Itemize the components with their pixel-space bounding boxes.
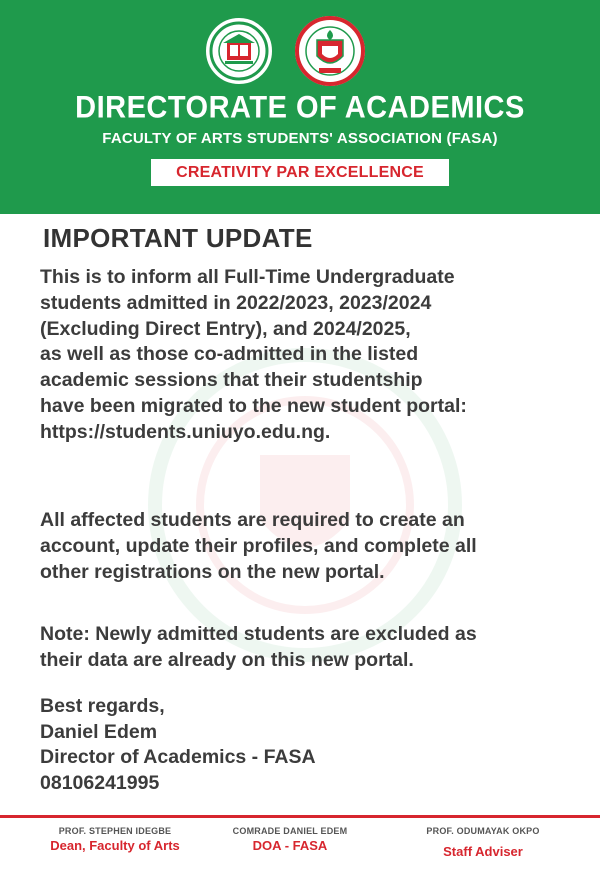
notice-paragraph-migration: [40, 265, 580, 446]
header-banner: [0, 0, 600, 214]
signatory-role: DOA - FASA: [252, 838, 328, 853]
university-crest-icon: [295, 16, 365, 86]
signatory-staff-adviser: [388, 826, 578, 859]
fasa-logo-icon: [206, 18, 272, 84]
paragraph-line: students admitted in 2022/2023, 2023/2024: [40, 291, 432, 314]
association-subtitle: FACULTY OF ARTS STUDENTS' ASSOCIATION (FASA): [102, 130, 498, 147]
paragraph-line: This is to inform all Full-Time Undergraduate: [40, 266, 455, 288]
paragraph-line: their data are already on this new portal.: [40, 648, 414, 671]
signoff-greeting: Best regards,: [40, 695, 165, 717]
motto-banner: CREATIVITY PAR EXCELLENCE: [151, 159, 449, 186]
signatory-role: Staff Adviser: [443, 844, 523, 859]
signoff-title: Director of Academics - FASA: [40, 746, 316, 768]
signatory-name: PROF. ODUMAYAK OKPO: [426, 826, 540, 836]
directorate-title: DIRECTORATE OF ACADEMICS: [75, 90, 525, 126]
signoff-phone: 08106241995: [40, 771, 160, 794]
signatory-name: PROF. STEPHEN IDEGBE: [58, 826, 172, 836]
portal-url: https://students.uniuyo.edu.ng.: [40, 420, 331, 443]
signatory-doa: [195, 826, 385, 853]
notice-paragraph-requirements: [40, 508, 580, 585]
paragraph-line: as well as those co-admitted in the listed: [40, 343, 419, 366]
notice-heading: IMPORTANT UPDATE: [43, 223, 313, 253]
paragraph-line: Note: Newly admitted students are excluded as: [40, 623, 477, 645]
signatory-dean: [20, 826, 210, 853]
footer-divider: [0, 815, 600, 818]
paragraph-line: account, update their profiles, and complete all: [40, 534, 477, 557]
signatory-role: Dean, Faculty of Arts: [50, 838, 180, 853]
signatory-name: COMRADE DANIEL EDEM: [232, 826, 348, 836]
paragraph-line: (Excluding Direct Entry), and 2024/2025,: [40, 317, 411, 340]
signoff-block: [40, 694, 316, 796]
paragraph-line: have been migrated to the new student portal:: [40, 394, 467, 417]
signoff-name: Daniel Edem: [40, 720, 158, 743]
paragraph-line: academic sessions that their studentship: [40, 369, 423, 392]
notice-paragraph-note: [40, 622, 580, 674]
paragraph-line: All affected students are required to create an: [40, 509, 465, 531]
paragraph-line: other registrations on the new portal.: [40, 560, 385, 583]
